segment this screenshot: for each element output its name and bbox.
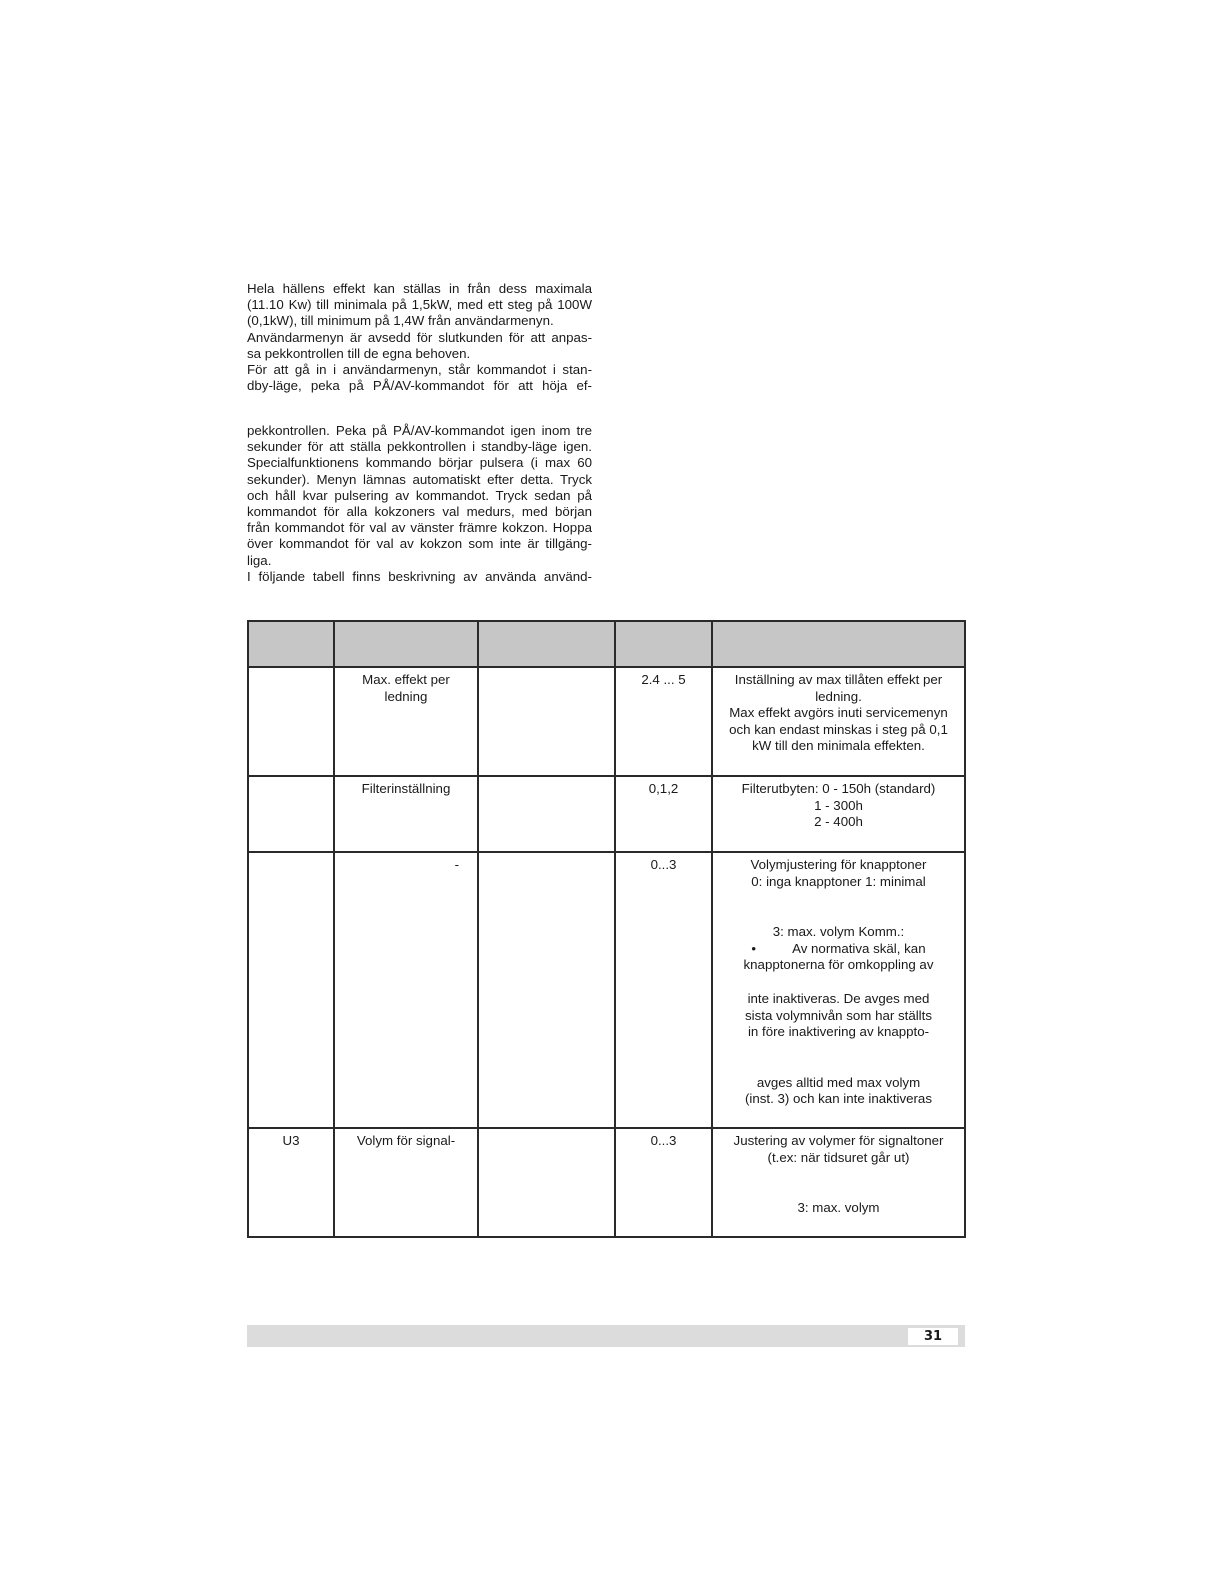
text-line: över kommandot för val av kokzon som inte är tillgäng-	[247, 536, 592, 552]
desc-line: Justering av volymer för signaltoner	[733, 1133, 944, 1148]
desc-line: sista volymnivån som har ställts	[745, 1007, 932, 1023]
desc-line: avges alltid med max volym	[756, 1074, 921, 1090]
desc-line: 0: inga knapptoner 1: minimal	[751, 873, 926, 889]
name-line: Volym för signal-	[356, 1133, 456, 1148]
intro-paragraph-2	[247, 423, 592, 585]
spacer	[719, 890, 958, 907]
text-line: Hela hällens effekt kan ställas in från dess maximala	[247, 281, 592, 296]
code-cell	[248, 667, 334, 776]
text-line: (11.10 Kw) till minimala på 1,5kW, med ett steg på 100W	[247, 297, 592, 313]
default-cell	[478, 1128, 615, 1237]
header-cell-values	[615, 621, 712, 667]
description-cell	[712, 852, 965, 1128]
desc-line: Filterutbyten: 0 - 150h (standard)	[741, 781, 936, 796]
desc-line: 2 - 400h	[814, 814, 863, 830]
header-cell-name	[334, 621, 478, 667]
desc-line: Inställning av max tillåten effekt per	[734, 672, 943, 687]
table-row	[248, 852, 965, 1128]
values-cell: 0...3	[615, 1128, 712, 1237]
spacer	[719, 907, 958, 924]
values-cell: 0,1,2	[615, 776, 712, 852]
name-cell	[334, 852, 478, 1128]
default-cell	[478, 667, 615, 776]
text-line: (0,1kW), till minimum på 1,4W från användarmenyn.	[247, 313, 554, 329]
name-line: -	[454, 857, 459, 872]
desc-line: knapptonerna för omkoppling av	[743, 957, 934, 973]
text-line: Specialfunktionens kommando börjar pulsera (i max 60	[247, 455, 592, 471]
desc-line: Av normativa skäl, kan	[792, 940, 926, 956]
name-line: ledning	[384, 688, 428, 704]
description-cell	[712, 776, 965, 852]
description-cell	[712, 1128, 965, 1237]
code-cell: U3	[248, 1128, 334, 1237]
default-cell	[478, 776, 615, 852]
text-line: pekkontrollen. Peka på PÅ/AV-kommandot igen inom tre	[247, 423, 592, 438]
text-line: sekunder för att ställa pekkontrollen i standby-läge igen.	[247, 439, 592, 455]
text-line: sa pekkontrollen till de egna behoven.	[247, 345, 471, 361]
text-line: kommandot för alla kokzoners val medurs, med början	[247, 504, 592, 520]
bullet-icon: •	[751, 940, 757, 956]
desc-line: Volymjustering för knapptoner	[750, 857, 927, 872]
name-cell	[334, 667, 478, 776]
name-cell	[334, 776, 478, 852]
spacer	[719, 1183, 958, 1200]
table-header-row	[248, 621, 965, 667]
desc-line: ledning.	[815, 688, 862, 704]
desc-line: och kan endast minskas i steg på 0,1	[729, 721, 948, 737]
desc-line: 3: max. volym Komm.:	[772, 924, 905, 940]
user-menu-table	[247, 620, 966, 1238]
table-row	[248, 1128, 965, 1237]
code-cell	[248, 776, 334, 852]
desc-line: (t.ex: när tidsuret går ut)	[767, 1149, 910, 1165]
desc-line: in före inaktivering av knappto-	[747, 1024, 930, 1040]
values-cell: 2.4 ... 5	[615, 667, 712, 776]
desc-line: kW till den minimala effekten.	[752, 738, 925, 754]
name-line: Max. effekt per	[362, 672, 450, 687]
description-cell	[712, 667, 965, 776]
name-line: Filterinställning	[361, 781, 451, 796]
desc-line: 3: max. volym	[797, 1200, 880, 1216]
text-line: sekunder). Menyn lämnas automatiskt efter detta. Tryck	[247, 471, 592, 487]
text-line: I följande tabell finns beskrivning av använda använd-	[247, 568, 592, 584]
name-cell	[334, 1128, 478, 1237]
bullet-item	[719, 941, 958, 958]
intro-paragraph-1	[247, 281, 592, 394]
values-cell: 0...3	[615, 852, 712, 1128]
code-cell	[248, 852, 334, 1128]
desc-line: Max effekt avgörs inuti servicemenyn	[729, 705, 948, 721]
desc-line: 1 - 300h	[814, 797, 863, 813]
page-number: 31	[908, 1328, 958, 1345]
text-line: dby-läge, peka på PÅ/AV-kommandot för att höja ef-	[247, 378, 592, 394]
desc-line: (inst. 3) och kan inte inaktiveras	[745, 1091, 932, 1107]
spacer	[719, 1041, 958, 1075]
text-line: Användarmenyn är avsedd för slutkunden för att anpas-	[247, 329, 592, 345]
header-cell-default	[478, 621, 615, 667]
desc-line: inte inaktiveras. De avges med	[747, 990, 930, 1006]
spacer	[719, 974, 958, 991]
text-line: liga.	[247, 552, 272, 568]
header-cell-description	[712, 621, 965, 667]
table-row	[248, 667, 965, 776]
default-cell	[478, 852, 615, 1128]
footer-bar	[247, 1325, 965, 1347]
spacer	[719, 1166, 958, 1183]
text-line: och håll kvar pulsering av kommandot. Tryck sedan på	[247, 487, 592, 503]
table-row	[248, 776, 965, 852]
text-line: från kommandot för val av vänster främre kokzon. Hoppa	[247, 520, 592, 536]
header-cell-code	[248, 621, 334, 667]
text-line: För att gå in i användarmenyn, står kommandot i stan-	[247, 362, 592, 378]
